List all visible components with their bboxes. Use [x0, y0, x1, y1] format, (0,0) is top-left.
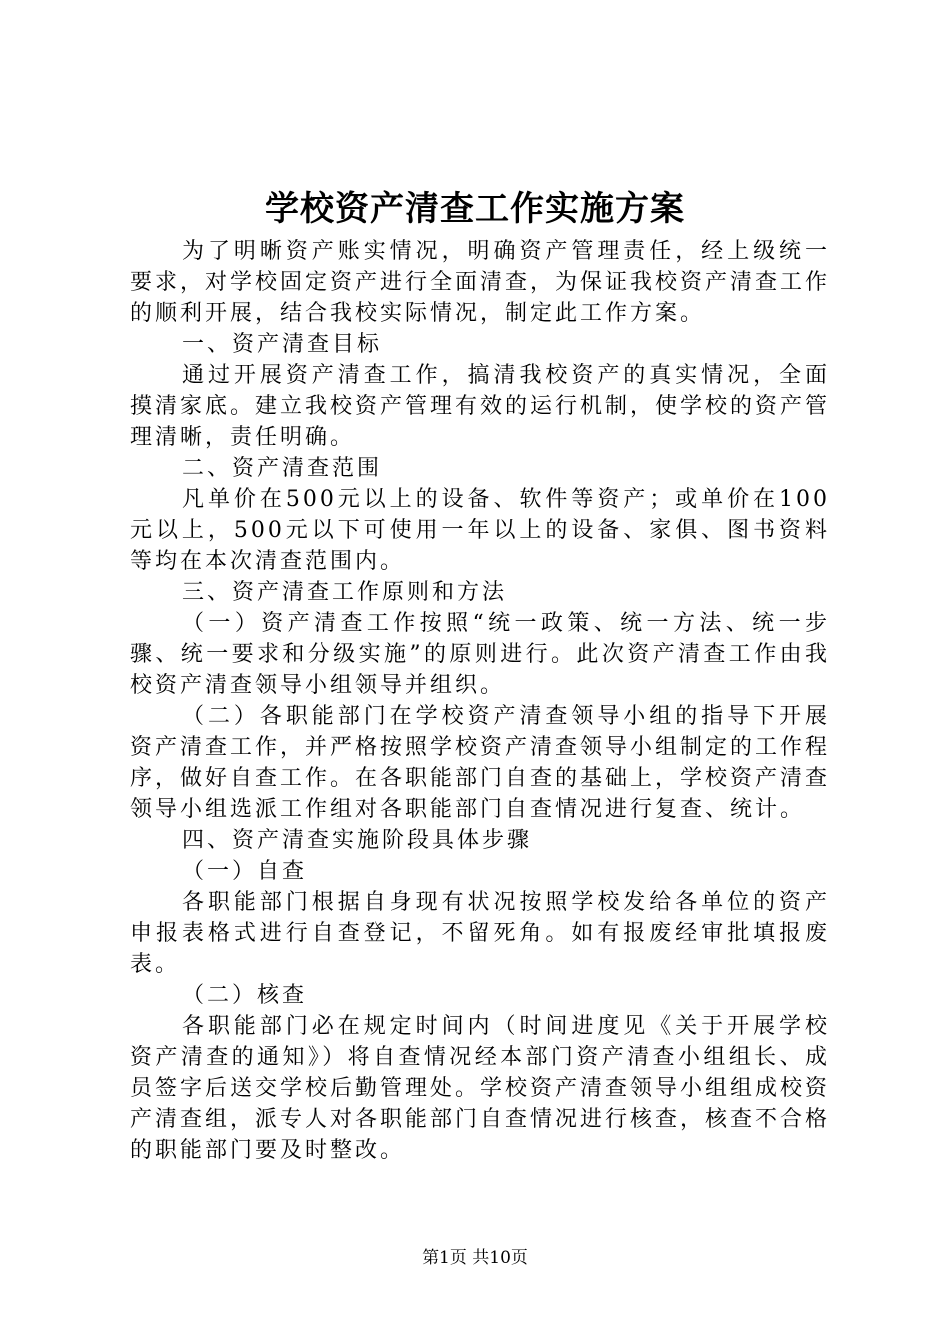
- page-title: 学校资产清查工作实施方案: [265, 189, 685, 229]
- section-heading-steps: 四、资产清查实施阶段具体步骤: [182, 828, 533, 853]
- intro-paragraph: 为了明晰资产账实情况，明确资产管理责任，经上级统一要求，对学校固定资产进行全面清查，为保证我校资产清查工作的顺利开展，结合我校实际情况，制定此工作方案。: [130, 239, 831, 326]
- section-heading-scope: 二、资产清查范围: [182, 456, 383, 481]
- scope-paragraph: 凡单价在500元以上的设备、软件等资产；或单价在100元以上，500元以下可使用一年以上的设备、家俱、图书资料等均在本次清查范围内。: [130, 487, 830, 574]
- document-body: [130, 236, 830, 1166]
- principles-paragraph-2: （二）各职能部门在学校资产清查领导小组的指导下开展资产清查工作，并严格按照学校资产清查领导小组制定的工作程序，做好自查工作。在各职能部门自查的基础上，学校资产清查领导小组选派工作组对各职能部门自查情况进行复查、统计。: [130, 704, 831, 822]
- section-heading-principles: 三、资产清查工作原则和方法: [182, 580, 508, 605]
- principles-paragraph-1: （一）资产清查工作按照“统一政策、统一方法、统一步骤、统一要求和分级实施”的原则进行。此次资产清查工作由我校资产清查领导小组领导并组织。: [130, 611, 830, 698]
- verification-paragraph: 各职能部门必在规定时间内（时间进度见《关于开展学校资产清查的通知》）将自查情况经本部门资产清查小组组长、成员签字后送交学校后勤管理处。学校资产清查领导小组组成校资产清查组，派专人对各职能部门自查情况进行核查，核查不合格的职能部门要及时整改。: [130, 1014, 831, 1163]
- subheading-verification: （二）核查: [182, 983, 308, 1008]
- subheading-self-check: （一）自查: [182, 859, 308, 884]
- goal-paragraph: 通过开展资产清查工作，搞清我校资产的真实情况，全面摸清家底。建立我校资产管理有效的运行机制，使学校的资产管理清晰，责任明确。: [130, 363, 831, 450]
- self-check-paragraph: 各职能部门根据自身现有状况按照学校发给各单位的资产申报表格式进行自查登记，不留死角。如有报废经审批填报废表。: [130, 890, 830, 977]
- page-number: 第1页 共10页: [422, 1248, 528, 1268]
- section-heading-goal: 一、资产清查目标: [182, 332, 383, 357]
